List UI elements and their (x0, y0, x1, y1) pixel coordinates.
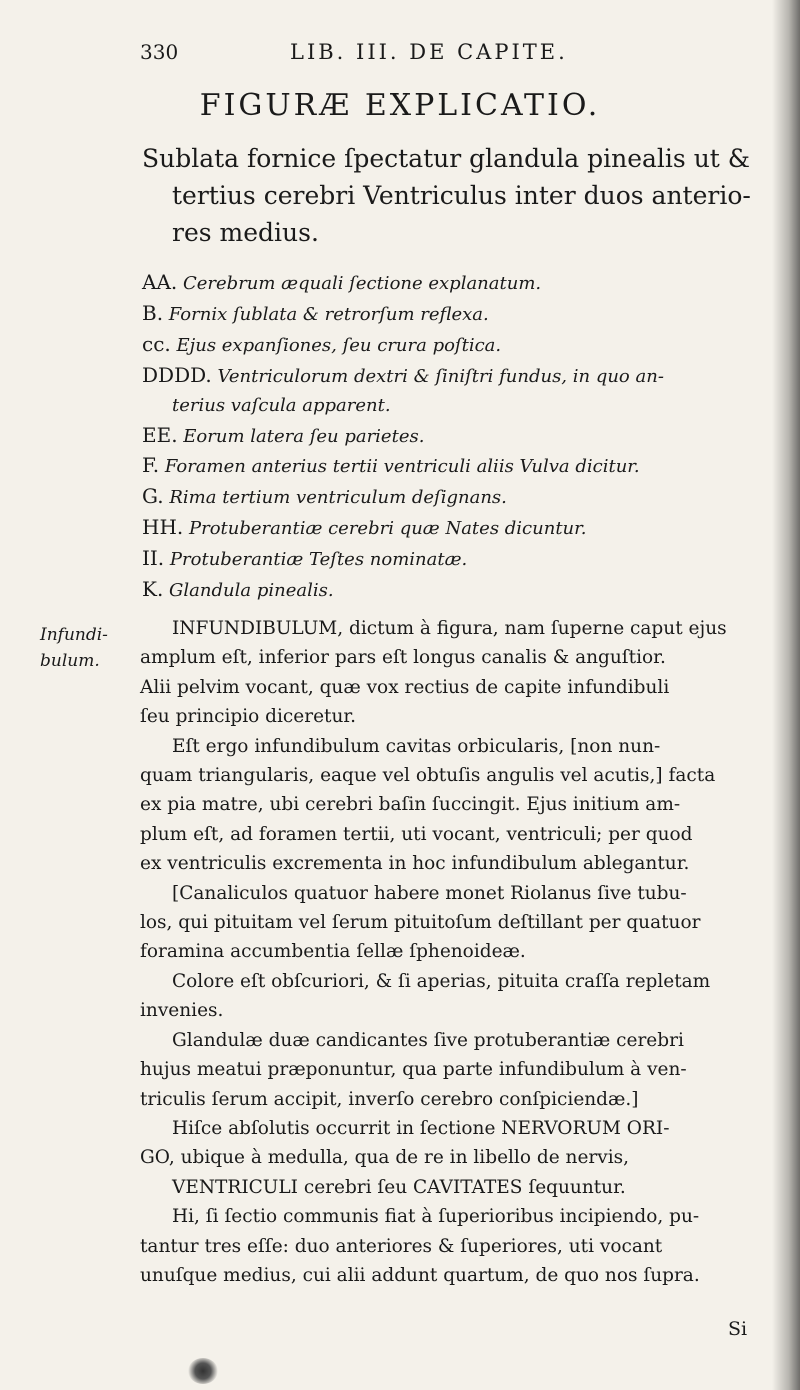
legend-key: HH. (142, 515, 184, 540)
body-line: plum eſt, ad foramen tertii, uti vocant, ventriculi; per quod (140, 823, 693, 845)
body-line: foramina accumbentia ſellæ ſphenoideæ. (140, 941, 526, 963)
legend-key: II. (142, 546, 165, 571)
legend-item (142, 421, 782, 452)
running-head (140, 40, 620, 74)
body-line: tantur tres eſſe: duo anteriores & ſuperiores, uti vocant (140, 1235, 663, 1257)
body-line: Eſt ergo infundibulum cavitas orbicularis, [non nun- (172, 735, 661, 757)
margin-note (40, 622, 130, 674)
legend-key: EE. (142, 422, 178, 447)
legend-key: B. (142, 300, 164, 325)
legend-key: F. (142, 453, 160, 478)
intro-line: tertius cerebri Ventriculus inter duos anterio- (172, 181, 751, 210)
body-line: Alii pelvim vocant, quæ vox rectius de capite infundibuli (140, 676, 670, 698)
legend-item (142, 361, 782, 392)
figure-title: FIGURÆ EXPLICATIO. (199, 88, 601, 123)
legend-item (142, 482, 782, 513)
legend-text: Ventriculorum dextri & ſiniſtri fundus, in quo an- (217, 365, 664, 387)
ink-smudge (188, 1358, 218, 1384)
legend-key: AA. (142, 270, 178, 294)
margin-note-line: bulum. (40, 651, 100, 671)
legend-item (142, 330, 782, 361)
legend-item (142, 392, 782, 421)
body-line: Hiſce abſolutis occurrit in ſectione NERVORUM ORI- (172, 1117, 670, 1139)
legend-key: G. (142, 484, 164, 509)
legend-item (142, 299, 782, 330)
intro-paragraph (142, 140, 762, 251)
body-line: ex ventriculis excrementa in hoc infundibulum ablegantur. (140, 853, 690, 875)
body-line: invenies. (140, 1000, 224, 1022)
intro-line: Sublata fornice ſpectatur glandula pinealis ut & (142, 144, 751, 173)
body-line: Colore eſt obſcuriori, & ſi aperias, pituita craſſa repletam (172, 970, 711, 992)
legend-item (142, 451, 782, 482)
page-edge-shadow (772, 0, 800, 1390)
body-line: quam triangularis, eaque vel obtuſis angulis vel acutis,] facta (140, 765, 716, 787)
legend-text: Protuberantiæ Teſtes nominatæ. (169, 549, 468, 571)
legend-text: Protuberantiæ cerebri quæ Nates dicuntur. (188, 518, 587, 540)
body-line: hujus meatui præponuntur, qua parte infundibulum à ven- (140, 1059, 687, 1081)
legend-item (142, 544, 782, 575)
body-line: amplum eſt, inferior pars eſt longus canalis & anguſtior. (140, 647, 666, 669)
body-line: Glandulæ duæ candicantes ſive protuberantiæ cerebri (172, 1029, 684, 1051)
legend-item (142, 575, 782, 606)
catchword: Si (728, 1318, 748, 1340)
legend-key: DDDD. (142, 362, 212, 387)
body-line: [Canaliculos quatuor habere monet Riolanus ſive tubu- (172, 882, 687, 904)
body-text (140, 614, 765, 1290)
intro-line: res medius. (172, 218, 319, 247)
legend-item (142, 268, 782, 299)
legend-item (142, 513, 782, 544)
figure-legend (142, 268, 782, 606)
body-line: GO, ubique à medulla, qua de re in libello de nervis, (140, 1147, 629, 1169)
body-line: VENTRICULI cerebri ſeu CAVITATES ſequuntur. (172, 1176, 626, 1198)
body-line: ex pia matre, ubi cerebri baſin ſuccingit. Ejus initium am- (140, 794, 681, 816)
page-number: 330 (140, 40, 179, 64)
legend-text: Foramen anterius tertii ventriculi aliis Vulva dicitur. (164, 456, 640, 478)
legend-text: Cerebrum æquali ſectione explanatum. (182, 273, 542, 294)
legend-text: terius vaſcula apparent. (172, 394, 391, 416)
legend-text: Ejus expanſiones, ſeu crura poſtica. (176, 334, 502, 356)
margin-note-line: Infundi- (40, 625, 108, 645)
legend-text: Fornix ſublata & retrorſum reflexa. (168, 303, 489, 325)
body-line: triculis ſerum accipit, inverſo cerebro conſpiciendæ.] (140, 1088, 639, 1110)
body-line: unuſque medius, cui alii addunt quartum, de quo nos ſupra. (140, 1264, 700, 1286)
legend-text: Rima tertium ventriculum deſignans. (169, 487, 507, 509)
running-title: LIB. III. DE CAPITE. (290, 40, 568, 64)
legend-key: K. (142, 577, 164, 602)
body-line: Hi, ſi ſectio communis fiat à ſuperioribus incipiendo, pu- (172, 1206, 700, 1228)
body-line: ſeu principio diceretur. (140, 706, 357, 728)
legend-key: cc. (142, 331, 171, 356)
body-line: los, qui pituitam vel ſerum pituitoſum deſtillant per quatuor (140, 912, 701, 934)
body-line: INFUNDIBULUM, dictum à figura, nam ſuperne caput ejus (172, 618, 727, 639)
legend-text: Glandula pinealis. (169, 580, 334, 602)
legend-text: Eorum latera ſeu parietes. (183, 425, 425, 447)
